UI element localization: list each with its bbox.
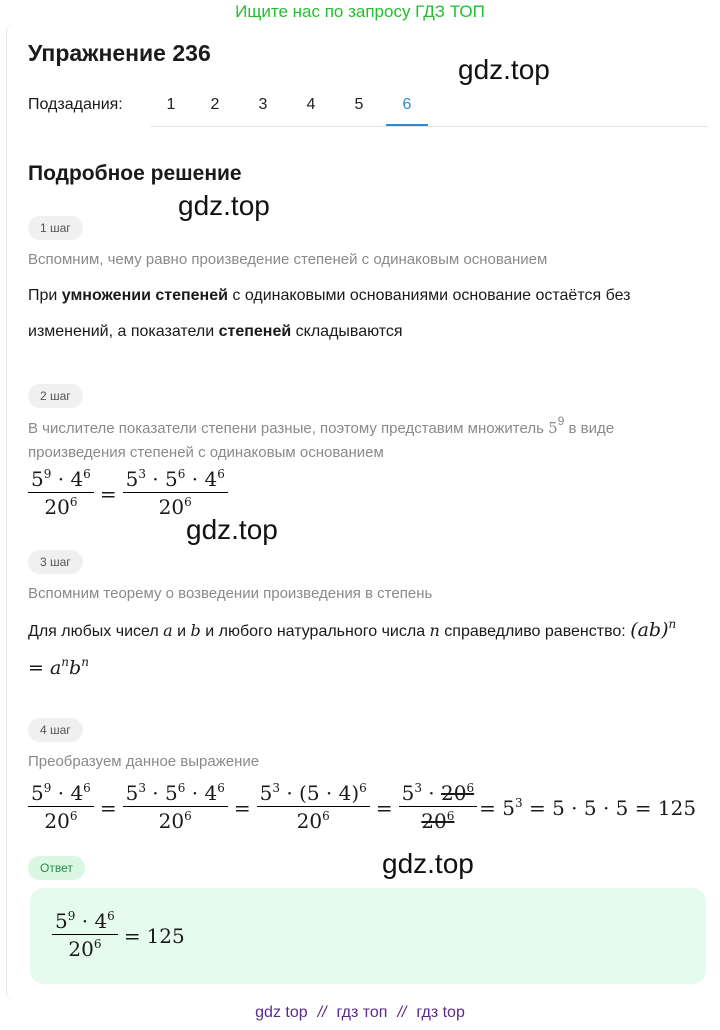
footer-link-2[interactable]: гдз топ bbox=[336, 1004, 388, 1021]
subtasks-label: Подзадания: bbox=[28, 96, 123, 113]
answer-formula: $\frac{5^9 \cdot 4^6}{20^6}$ = 125 bbox=[52, 908, 191, 963]
step-4-formula: $\frac{5^9 \cdot 4^6}{20^6}$ = $\frac{5^3 \cdot 5^6 \cdot 4^6}{20^6}$ = $\frac{5^3 \cdot (5 \cdot 4)^6}{20^6}$ = $\frac{5^3 \cdot 20^6}{20^6}$ = $5^3 = 5 \cdot 5 \cdot 5 = 125$ bbox=[28, 780, 702, 835]
exercise-title: Упражнение 236 bbox=[28, 40, 211, 66]
footer-link-1[interactable]: gdz top bbox=[255, 1004, 308, 1021]
watermark: gdz.top bbox=[382, 848, 474, 879]
step-3-badge: 3 шаг bbox=[28, 550, 83, 574]
step-4-badge: 4 шаг bbox=[28, 718, 83, 742]
watermark: gdz.top bbox=[458, 54, 550, 85]
step-2-formula: $\frac{5^9 \cdot 4^6}{20^6}$ = $\frac{5^3 \cdot 5^6 \cdot 4^6}{20^6}$ bbox=[28, 466, 228, 521]
promo-banner[interactable]: Ищите нас по запросу ГДЗ ТОП bbox=[235, 2, 485, 21]
footer-separator: // bbox=[397, 1004, 407, 1021]
step-2-badge: 2 шаг bbox=[28, 384, 83, 408]
step-3-text: Для любых чисел a и b и любого натурального числа n справедливо равенство: $(ab)^n = a^nb^n$ bbox=[28, 617, 677, 679]
footer-links bbox=[0, 1004, 720, 1022]
tab-subtask-2[interactable]: 2 bbox=[210, 96, 220, 113]
watermark: gdz.top bbox=[178, 190, 270, 221]
footer-link-3[interactable]: гдз top bbox=[416, 1004, 465, 1021]
step-1-hint: Вспомним, чему равно произведение степеней с одинаковым основанием bbox=[28, 251, 548, 268]
tab-subtask-4[interactable]: 4 bbox=[306, 96, 316, 113]
watermark: gdz.top bbox=[186, 514, 278, 545]
step-1-badge: 1 шаг bbox=[28, 216, 83, 240]
subtasks-tabs bbox=[150, 88, 708, 127]
step-3-hint: Вспомним теорему о возведении произведения в степень bbox=[28, 585, 433, 602]
footer-separator: // bbox=[317, 1004, 327, 1021]
solution-heading: Подробное решение bbox=[28, 162, 242, 185]
step-4-hint: Преобразуем данное выражение bbox=[28, 753, 260, 770]
step-1-text: При умножении степеней с одинаковыми основаниями основание остаётся без изменений, а показатели степеней складываются bbox=[28, 287, 631, 340]
step-2-hint: В числителе показатели степени разные, поэтому представим множитель $5^9$ в виде произведения степеней с одинаковым основанием bbox=[28, 414, 615, 461]
tab-subtask-3[interactable]: 3 bbox=[258, 96, 268, 113]
tab-subtask-5[interactable]: 5 bbox=[354, 96, 364, 113]
tab-subtask-1[interactable]: 1 bbox=[166, 96, 176, 113]
answer-box bbox=[30, 888, 706, 984]
answer-badge: Ответ bbox=[28, 856, 85, 880]
tab-subtask-6[interactable]: 6 bbox=[386, 88, 428, 126]
product-power-formula: $(ab)^n = a^nb^n$ bbox=[28, 617, 677, 679]
